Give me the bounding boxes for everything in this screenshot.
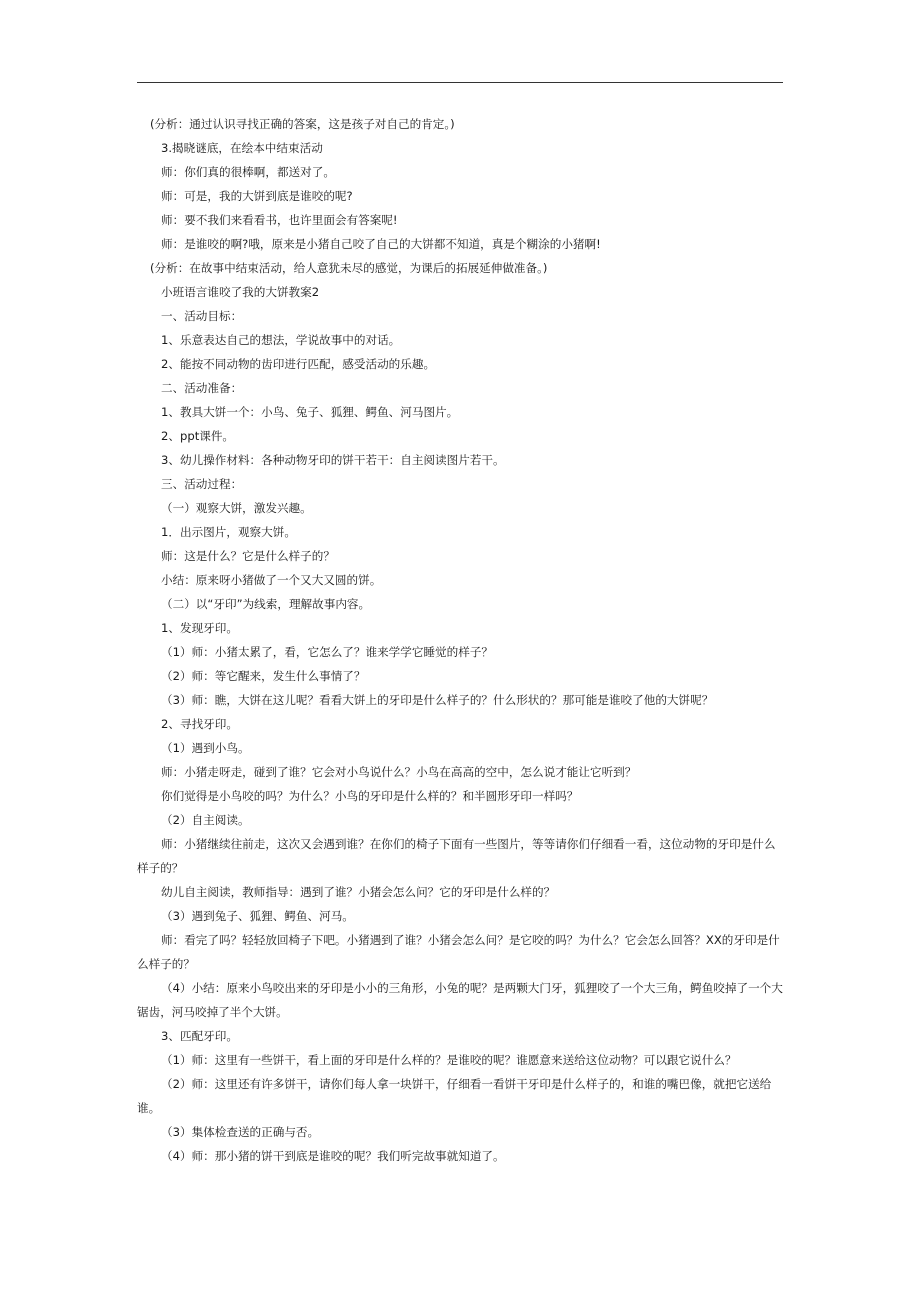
document-body (137, 112, 783, 1168)
paragraph: 师：可是，我的大饼到底是谁咬的呢? (161, 189, 353, 203)
paragraph: 三、活动过程： (161, 477, 243, 491)
paragraph: 师：小猪走呀走，碰到了谁？它会对小鸟说什么？小鸟在高高的空中，怎么说才能让它听到？ (161, 765, 637, 779)
paragraph: 幼儿自主阅读，教师指导：遇到了谁？小猪会怎么问？它的牙印是什么样的？ (161, 885, 556, 899)
paragraph: 二、活动准备： (161, 381, 243, 395)
paragraph: 一、活动目标： (161, 309, 243, 323)
paragraph: （一）观察大饼，激发兴趣。 (161, 501, 312, 515)
paragraph: (分析：在故事中结束活动，给人意犹未尽的感觉，为课后的拓展延伸做准备。) (150, 261, 548, 275)
paragraph: （2）师：这里还有许多饼干，请你们每人拿一块饼干，仔细看一看饼干牙印是什么样子的，和谁的嘴巴像，就把它送给谁。 (137, 1077, 772, 1115)
paragraph: 师：是谁咬的啊?哦，原来是小猪自己咬了自己的大饼都不知道，真是个糊涂的小猪啊! (161, 237, 601, 251)
paragraph: （1）师：这里有一些饼干，看上面的牙印是什么样的？是谁咬的呢？谁愿意来送给这位动物？可以跟它说什么？ (161, 1053, 737, 1067)
paragraph: 师：这是什么？它是什么样子的？ (161, 549, 335, 563)
paragraph: 小班语言谁咬了我的大饼教案2 (161, 285, 320, 299)
paragraph: 师：要不我们来看看书，也许里面会有答案呢! (161, 213, 398, 227)
paragraph: （二）以“牙印”为线索，理解故事内容。 (161, 597, 371, 611)
paragraph: （3）师：瞧，大饼在这儿呢？看看大饼上的牙印是什么样子的？什么形状的？那可能是谁咬了他的大饼呢？ (161, 693, 714, 707)
paragraph: 3、匹配牙印。 (161, 1029, 238, 1043)
paragraph: (分析：通过认识寻找正确的答案，这是孩子对自己的肯定。) (150, 117, 455, 131)
paragraph: 1、发现牙印。 (161, 621, 238, 635)
paragraph: 1．出示图片，观察大饼。 (161, 525, 296, 539)
paragraph: （2）自主阅读。 (161, 813, 250, 827)
paragraph: 小结：原来呀小猪做了一个又大又圆的饼。 (161, 573, 382, 587)
paragraph: 师：小猪继续往前走，这次又会遇到谁？在你们的椅子下面有一些图片，等等请你们仔细看一看，这位动物的牙印是什么样子的？ (137, 837, 776, 875)
paragraph: 2、ppt课件。 (161, 429, 235, 443)
paragraph: 2、能按不同动物的齿印进行匹配，感受活动的乐趣。 (161, 357, 436, 371)
paragraph: 师：你们真的很棒啊，都送对了。 (161, 165, 335, 179)
paragraph: （1）遇到小鸟。 (161, 741, 250, 755)
paragraph: （1）师：小猪太累了，看，它怎么了？谁来学学它睡觉的样子？ (161, 645, 494, 659)
paragraph: （3）遇到兔子、狐狸、鳄鱼、河马。 (161, 909, 354, 923)
paragraph: （2）师：等它醒来，发生什么事情了？ (161, 669, 366, 683)
paragraph: （3）集体检查送的正确与否。 (161, 1125, 320, 1139)
header-rule (137, 82, 783, 83)
paragraph: 师：看完了吗？轻轻放回椅子下吧。小猪遇到了谁？小猪会怎么问？是它咬的吗？为什么？它会怎么回答？XX的牙印是什么样子的？ (137, 933, 780, 971)
paragraph: （4）小结：原来小鸟咬出来的牙印是小小的三角形，小兔的呢？是两颗大门牙，狐狸咬了一个大三角，鳄鱼咬掉了一个大锯齿，河马咬掉了半个大饼。 (137, 981, 783, 1019)
paragraph: （4）师：那小猪的饼干到底是谁咬的呢？我们听完故事就知道了。 (161, 1149, 505, 1163)
paragraph: 你们觉得是小鸟咬的吗？为什么？小鸟的牙印是什么样的？和半圆形牙印一样吗？ (161, 789, 579, 803)
paragraph: 2、寻找牙印。 (161, 717, 238, 731)
paragraph: 3、幼儿操作材料：各种动物牙印的饼干若干：自主阅读图片若干。 (161, 453, 505, 467)
paragraph: 1、教具大饼一个：小鸟、兔子、狐狸、鳄鱼、河马图片。 (161, 405, 459, 419)
paragraph: 1、乐意表达自己的想法，学说故事中的对话。 (161, 333, 401, 347)
paragraph: 3.揭晓谜底，在绘本中结束活动 (161, 141, 323, 155)
